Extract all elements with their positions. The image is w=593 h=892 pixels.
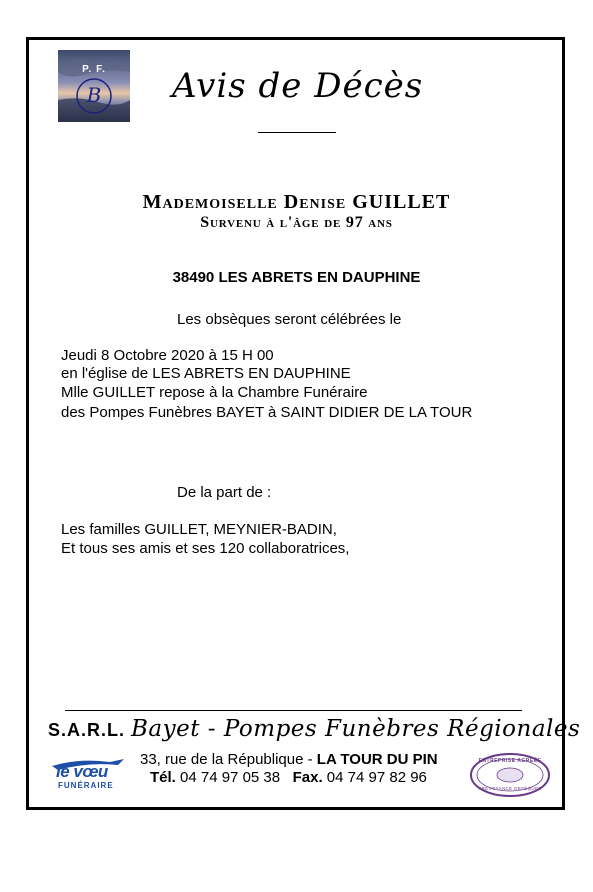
tel-number: 04 74 97 05 38: [175, 769, 293, 786]
ceremony-place: en l'église de LES ABRETS EN DAUPHINE: [61, 365, 351, 382]
fax-number: 04 74 97 82 96: [322, 769, 427, 786]
deceased-age: Survenu à l'âge de 97 ans: [200, 214, 393, 231]
tel-label: Tél.: [150, 769, 176, 786]
le-voeu-logo-text: le vœu: [56, 762, 108, 781]
company-phones: [150, 769, 427, 786]
address-street: 33, rue de la République -: [140, 751, 317, 768]
family-intro: De la part de :: [177, 484, 272, 501]
seal-top-text: ENTREPRISE AGRÉÉE: [478, 758, 542, 764]
company-legal-form: S.A.R.L.: [48, 720, 126, 740]
seal-bottom-text: PRÉVOYANCE OBSÈQUES: [478, 786, 542, 791]
le-voeu-funeraire-logo: [48, 756, 128, 794]
logo-line2: B: [86, 83, 102, 107]
logo-line1: P. F.: [82, 64, 106, 75]
notice-frame: [26, 37, 565, 810]
pf-bayet-logo: [58, 50, 130, 122]
fax-label: Fax.: [292, 769, 323, 786]
company-address: [140, 751, 438, 768]
deceased-name: Mademoiselle Denise GUILLET: [142, 191, 451, 213]
rest-line-1: Mlle GUILLET repose à la Chambre Funéraire: [61, 384, 368, 401]
ceremony-intro: Les obsèques seront célébrées le: [177, 311, 402, 328]
deceased-city: 38490 LES ABRETS EN DAUPHINE: [172, 269, 421, 286]
company-name: [48, 716, 580, 742]
le-voeu-logo-subtitle: FUNÉRAIRE: [58, 781, 114, 790]
company-title: Bayet - Pompes Funèbres Régionales: [131, 716, 581, 742]
footer-divider: [65, 710, 522, 711]
entreprise-agreee-seal: [469, 752, 551, 798]
family-line-2: Et tous ses amis et ses 120 collaboratrices,: [61, 540, 350, 557]
address-town: LA TOUR DU PIN: [316, 751, 438, 768]
page-title: Avis de Décès: [172, 66, 424, 106]
family-line-1: Les familles GUILLET, MEYNIER-BADIN,: [61, 521, 337, 538]
title-divider: [258, 132, 336, 133]
ceremony-date: Jeudi 8 Octobre 2020 à 15 H 00: [61, 347, 274, 364]
rest-line-2: des Pompes Funèbres BAYET à SAINT DIDIER DE LA TOUR: [61, 404, 473, 421]
